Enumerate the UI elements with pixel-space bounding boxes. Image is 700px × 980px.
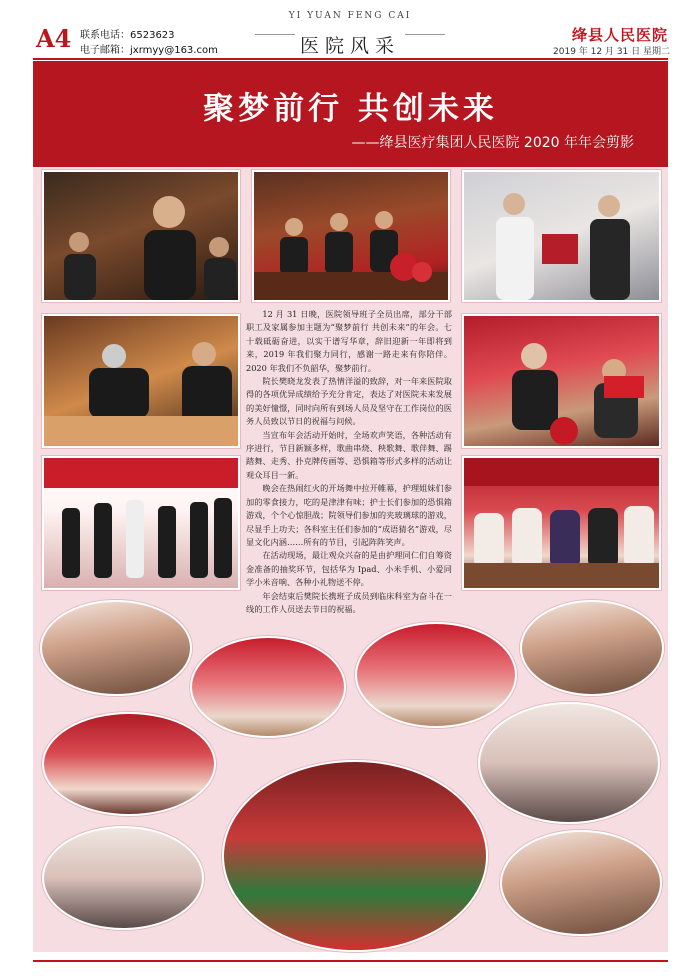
blindfold-figures-icon bbox=[464, 458, 659, 588]
gift-handover-figures-icon bbox=[464, 172, 659, 300]
section-title: 医院风采 bbox=[299, 35, 400, 57]
snack-relay-photo bbox=[42, 456, 240, 590]
oval-photo-nurse-table bbox=[40, 600, 192, 696]
oval-photo-snack-relay bbox=[478, 702, 660, 824]
audience-figures-icon bbox=[254, 172, 448, 300]
oval-photo-stage-duo bbox=[355, 622, 517, 728]
article-paragraph: 年会结束后樊院长携班子成员到临床科室为奋斗在一线的工作人员送去节日的祝福。 bbox=[246, 590, 452, 614]
article-paragraph: 院长樊晓龙发表了热情洋溢的致辞，对一年来医院取得的各项优异成绩给予充分肯定，表达了对医院未来发展的美好憧憬，同时向所有到场人员及坚守在工作岗位的医务人员致以节日的祝福与问候。 bbox=[246, 376, 452, 427]
article-body bbox=[246, 308, 452, 616]
speaker-photo bbox=[42, 170, 240, 302]
blindfold-game-photo bbox=[462, 456, 661, 590]
oval-photo-costume-show bbox=[42, 712, 216, 816]
section-pinyin: YI YUAN FENG CAI bbox=[288, 11, 412, 21]
leaders-table-photo bbox=[252, 170, 450, 302]
top-rule bbox=[33, 58, 668, 60]
bottom-rule bbox=[33, 960, 668, 962]
oval-photo-drinking-game bbox=[500, 830, 662, 936]
oval-photo-dance-performance bbox=[222, 760, 488, 952]
title-banner bbox=[33, 61, 668, 167]
page-number: A4 bbox=[36, 24, 72, 53]
oval-photo-hosts-stage bbox=[190, 636, 346, 738]
article-paragraph: 当宣布年会活动开始时，全场欢声笑语，各种活动有序进行，节目新颖多样，歌曲串烧、秧歌舞、歌伴舞、踢踏舞、走秀、扑克牌传画等、恐惧箱等形式多样的活动让观众耳目一新。 bbox=[246, 429, 452, 480]
banner-title: 聚梦前行 共创未来 bbox=[203, 91, 498, 127]
marble-game-photo bbox=[42, 314, 240, 448]
microphone-host-photo bbox=[462, 314, 661, 448]
email-label: 电子邮箱：jxrmyy@163.com bbox=[80, 45, 218, 56]
marble-game-figures-icon bbox=[44, 316, 238, 446]
banner-subtitle: ——绛县医疗集团人民医院 2020 年年会剪影 bbox=[351, 135, 634, 151]
oval-photo-game-player bbox=[520, 600, 664, 696]
issue-date: 2019 年 12 月 31 日 星期二 bbox=[553, 47, 670, 57]
phone-label: 联系电话：6523623 bbox=[80, 30, 175, 41]
article-paragraph: 在活动现场，最让观众兴奋的是由护理同仁们自筹资金准备的抽奖环节，包括华为 Ipad、小米手机、小爱同学小米音响、各种小礼物送不停。 bbox=[246, 550, 452, 588]
host-figures-icon bbox=[464, 316, 659, 446]
article-paragraph: 晚会在热闹红火的开场舞中拉开帷幕，护理姐妹们参加的零食接力，吃的是津津有味；护士长们参加的恐惧箱游戏，个个心惊胆战；院领导们参加的夹玻璃球的游戏，尽显手上功夫；各科室主任们参加的“成语猜名”游戏，尽显文化内涵……所有的节目，引起阵阵笑声。 bbox=[246, 483, 452, 547]
article-paragraph: 12 月 31 日晚，医院领导班子全员出席，部分干部职工及家属参加主题为“聚梦前行 共创未来”的年会。七十载砥砺奋进，以实干谱写华章，辞旧迎新一年即将到来，2019 年我们聚力同行，感谢一路走来有你陪伴。2020 年我们不负韶华，聚梦前行。 bbox=[246, 309, 452, 373]
oval-photo-dancing-floor bbox=[42, 826, 204, 930]
masthead-logo: 绛县人民医院 bbox=[571, 26, 668, 44]
gift-handover-photo bbox=[462, 170, 661, 302]
snack-relay-figures-icon bbox=[44, 458, 238, 588]
speaker-figure-icon bbox=[44, 172, 238, 300]
